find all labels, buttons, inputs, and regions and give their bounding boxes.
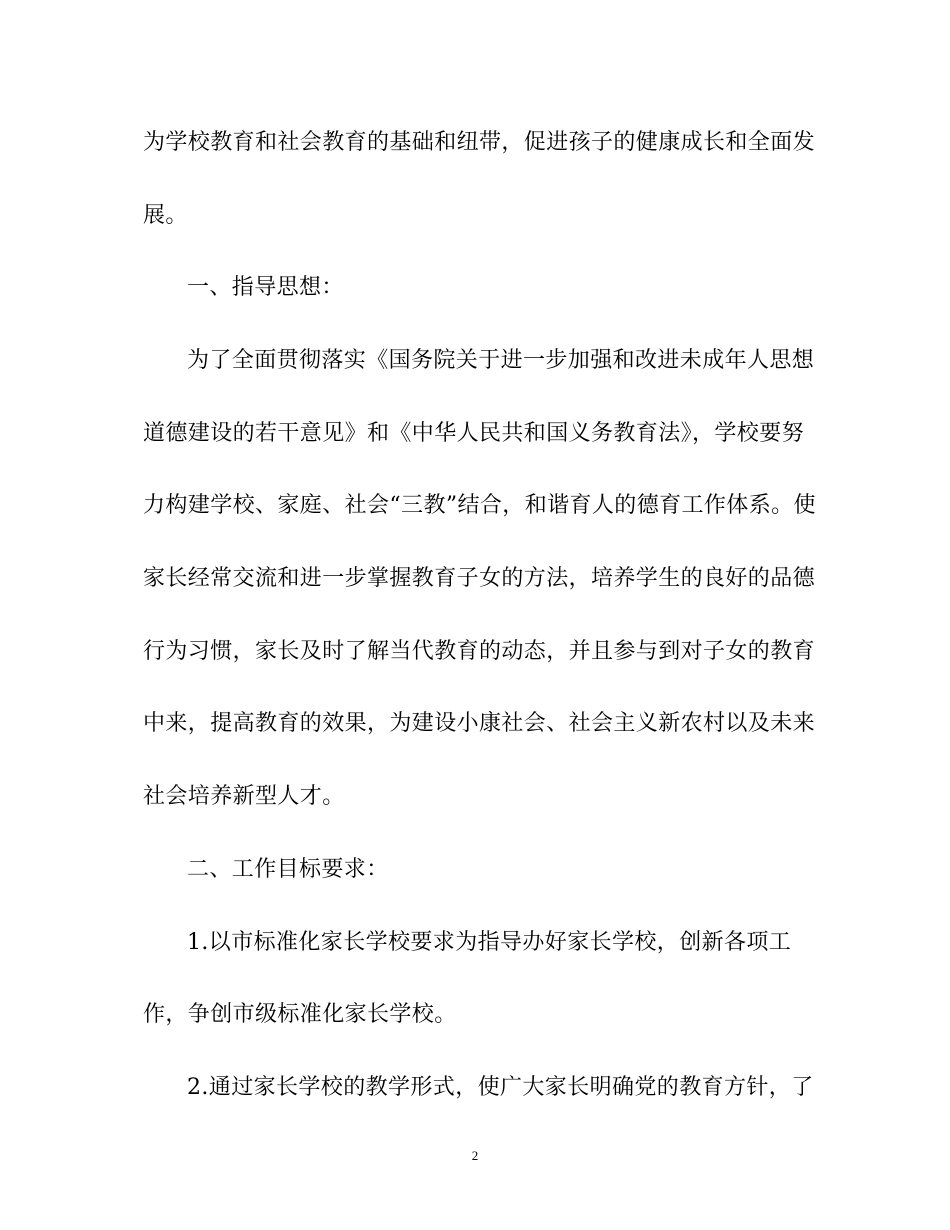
text-line: 家长经常交流和进一步掌握教育子女的方法，培养学生的良好的品德: [143, 566, 816, 591]
text-line: 力构建学校、家庭、社会“三教”结合，和谐育人的德育工作体系。使: [143, 493, 816, 518]
text-line: 道德建设的若干意见》和《中华人民共和国义务教育法》，学校要努: [143, 421, 805, 446]
section-heading: 二、工作目标要求：: [187, 857, 389, 882]
text-line: 展。: [143, 203, 188, 228]
text-line: 为学校教育和社会教育的基础和纽带，促进孩子的健康成长和全面发: [143, 130, 816, 155]
text-line: 2.通过家长学校的教学形式，使广大家长明确党的教育方针，了: [187, 1075, 814, 1100]
text-line: 社会培养新型人才。: [143, 784, 345, 809]
text-line: 为了全面贯彻落实《国务院关于进一步加强和改进未成年人思想: [187, 348, 815, 373]
section-heading: 一、指导思想：: [187, 275, 344, 300]
text-line: 作，争创市级标准化家长学校。: [143, 1002, 457, 1027]
text-line: 1.以市标准化家长学校要求为指导办好家长学校，创新各项工: [187, 930, 792, 955]
text-line: 中来，提高教育的效果，为建设小康社会、社会主义新农村以及未来: [143, 711, 816, 736]
text-line: 行为习惯，家长及时了解当代教育的动态，并且参与到对子女的教育: [143, 639, 816, 664]
page-number: 2: [471, 1148, 479, 1163]
